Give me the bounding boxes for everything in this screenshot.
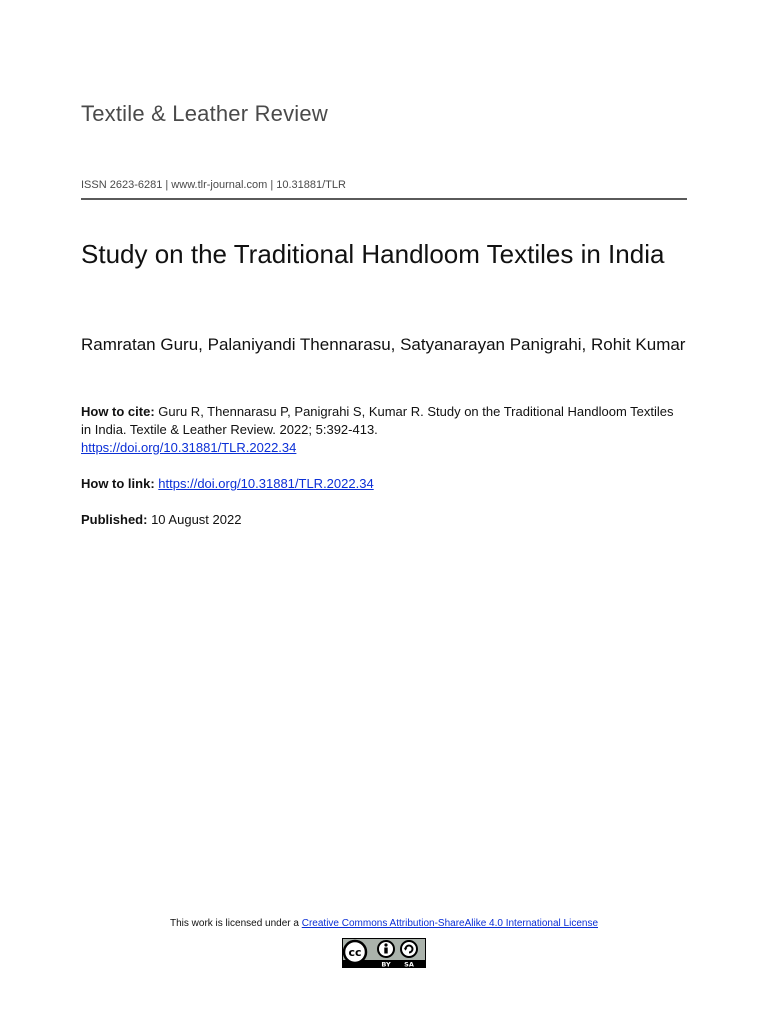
citation-text: Guru R, Thennarasu P, Panigrahi S, Kumar R. Study on the Traditional Handloom Textiles in India. Textile & Leather Review. 2022; 5:392-413.	[81, 404, 674, 437]
license-link[interactable]: Creative Commons Attribution-ShareAlike 4.0 International License	[301, 918, 598, 929]
cc-by-sa-badge-icon[interactable]	[342, 938, 426, 968]
cc-badge-cc: cc	[348, 946, 362, 959]
how-to-link	[81, 475, 687, 493]
how-to-link-label: How to link:	[81, 476, 155, 491]
published-value: 10 August 2022	[151, 512, 242, 527]
header-divider	[81, 198, 687, 200]
how-to-cite-label: How to cite:	[81, 404, 155, 419]
cc-badge-by: BY	[381, 960, 391, 968]
journal-meta: ISSN 2623-6281 | www.tlr-journal.com | 10.31881/TLR	[81, 179, 346, 191]
author-list: Ramratan Guru, Palaniyandi Thennarasu, Satyanarayan Panigrahi, Rohit Kumar	[81, 335, 686, 354]
published-label: Published:	[81, 512, 148, 527]
article-title: Study on the Traditional Handloom Textiles in India	[81, 239, 665, 269]
citation-doi-link[interactable]: https://doi.org/10.31881/TLR.2022.34	[81, 440, 297, 455]
license-prefix: This work is licensed under a	[170, 918, 299, 929]
license-notice	[0, 918, 768, 929]
how-to-cite	[81, 403, 687, 457]
journal-title: Textile & Leather Review	[81, 101, 328, 126]
published-date	[81, 511, 687, 529]
cc-badge-sa: SA	[404, 960, 414, 968]
doi-link[interactable]: https://doi.org/10.31881/TLR.2022.34	[158, 476, 374, 491]
